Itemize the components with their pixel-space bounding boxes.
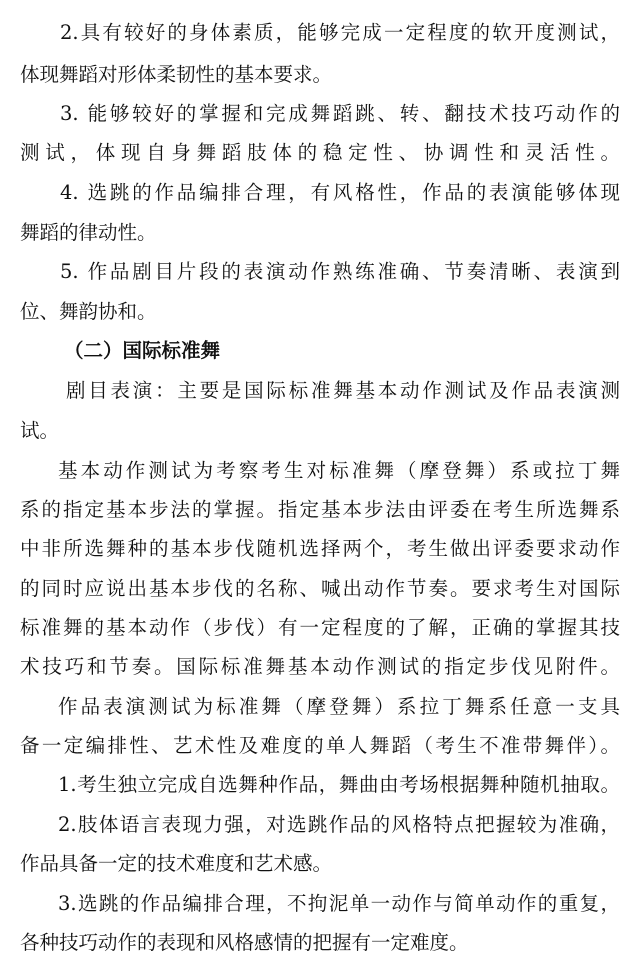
para-3-line-1: 3. 能够较好的掌握和完成舞蹈跳、转、翻技术技巧动作的 xyxy=(60,102,620,125)
item-3-line-1: 3.选跳的作品编排合理，不拘泥单一动作与简单动作的重复， xyxy=(58,892,620,915)
item-2-line-2: 作品具备一定的技术难度和艺术感。 xyxy=(20,852,333,875)
repertoire-line-2: 试。 xyxy=(20,419,60,442)
basic-test-line-1: 基本动作测试为考察考生对标准舞（摩登舞）系或拉丁舞 xyxy=(58,459,620,482)
repertoire-line-1: 剧目表演：主要是国际标准舞基本动作测试及作品表演测 xyxy=(66,379,620,402)
para-5-line-1: 5. 作品剧目片段的表演动作熟练准确、节奏清晰、表演到 xyxy=(60,260,620,283)
performance-test-line-1: 作品表演测试为标准舞（摩登舞）系拉丁舞系任意一支具 xyxy=(58,695,620,718)
performance-test-line-2: 备一定编排性、艺术性及难度的单人舞蹈（考生不准带舞伴）。 xyxy=(20,734,620,757)
section-heading: （二）国际标准舞 xyxy=(64,339,221,362)
basic-test-line-2: 系的指定基本步法的掌握。指定基本步法由评委在考生所选舞系 xyxy=(20,498,620,521)
basic-test-line-5: 标准舞的基本动作（步伐）有一定程度的了解，正确的掌握其技 xyxy=(20,616,620,639)
basic-test-line-4: 的同时应说出基本步伐的名称、喊出动作节奏。要求考生对国际 xyxy=(20,577,620,600)
item-1-line-1: 1.考生独立完成自选舞种作品，舞曲由考场根据舞种随机抽取。 xyxy=(58,773,620,796)
para-2-line-2: 体现舞蹈对形体柔韧性的基本要求。 xyxy=(20,63,333,86)
para-4-line-1: 4. 选跳的作品编排合理，有风格性，作品的表演能够体现 xyxy=(60,181,620,204)
para-3-line-2: 测试，体现自身舞蹈肢体的稳定性、协调性和灵活性。 xyxy=(20,141,620,164)
para-4-line-2: 舞蹈的律动性。 xyxy=(20,221,157,244)
item-2-line-1: 2.肢体语言表现力强，对选跳作品的风格特点把握较为准确， xyxy=(58,813,620,836)
basic-test-line-6: 术技巧和节奏。国际标准舞基本动作测试的指定步伐见附件。 xyxy=(20,655,620,678)
para-5-line-2: 位、舞韵协和。 xyxy=(20,300,157,323)
item-3-line-2: 各种技巧动作的表现和风格感情的把握有一定难度。 xyxy=(20,931,469,954)
para-2-line-1: 2.具有较好的身体素质，能够完成一定程度的软开度测试， xyxy=(60,21,620,44)
basic-test-line-3: 中非所选舞种的基本步伐随机选择两个，考生做出评委要求动作 xyxy=(20,537,620,560)
